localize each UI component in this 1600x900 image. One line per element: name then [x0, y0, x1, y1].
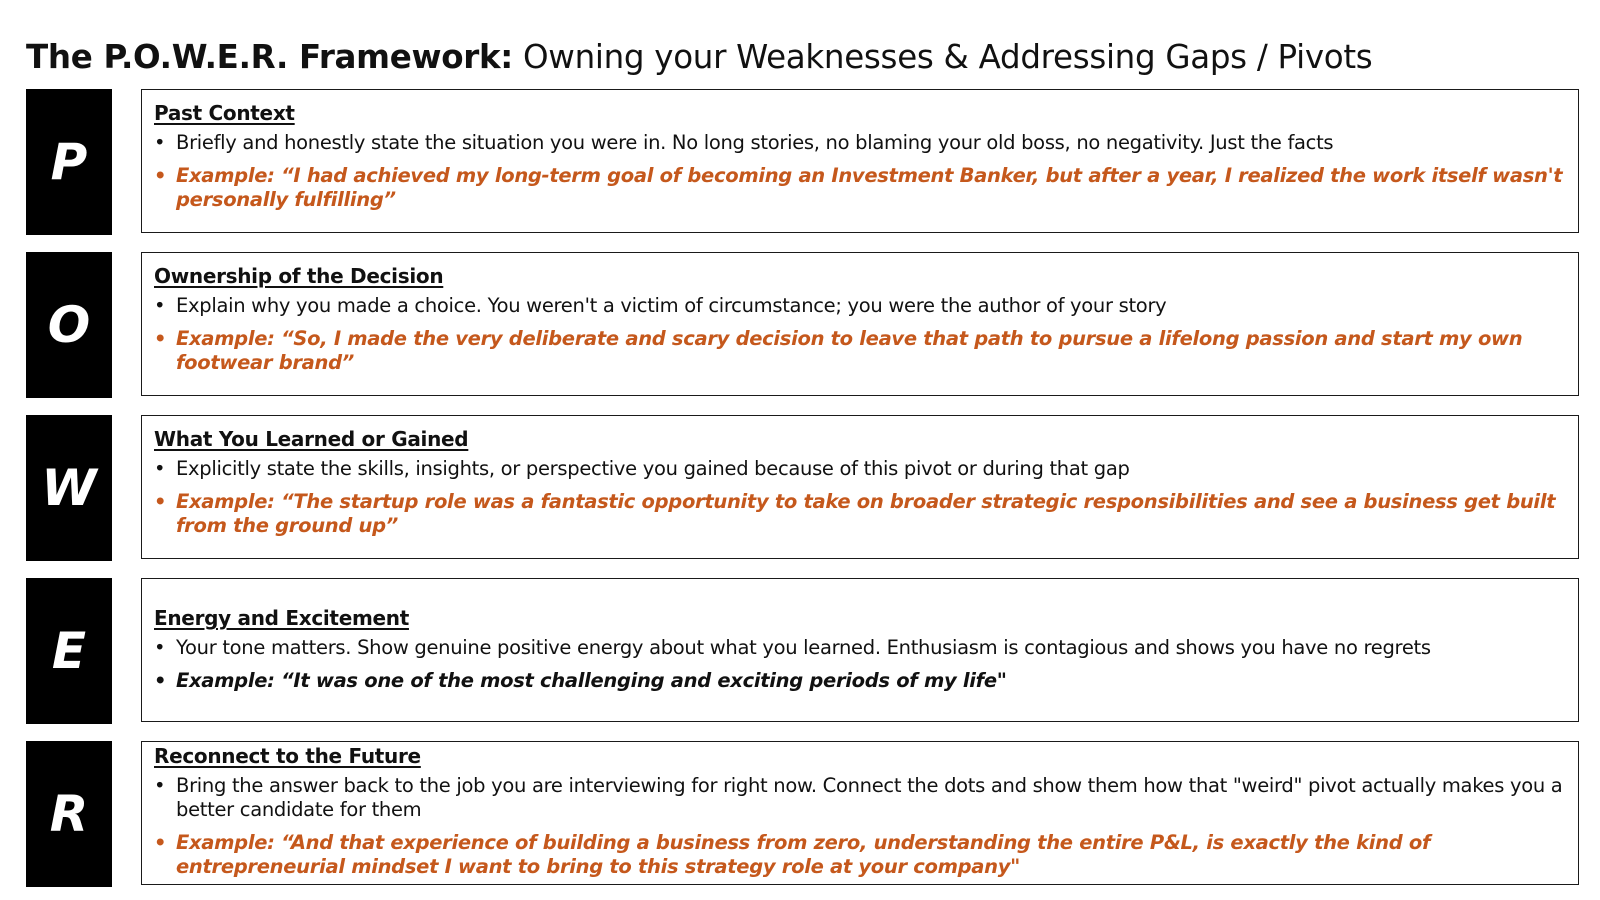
bullet-dot: • [154, 831, 167, 854]
letter-block-o [26, 252, 112, 398]
bullet-p [154, 131, 1566, 155]
example-text-p: Example: “I had achieved my long-term goal of becoming an Investment Banker, but after a year, I realized the work itself wasn't personally fulfilling” [176, 164, 1563, 211]
content-box-e [141, 578, 1579, 722]
letter-p: P [50, 133, 88, 191]
example-w [154, 490, 1566, 538]
power-row-e [26, 578, 1581, 724]
bullet-dot: • [154, 774, 166, 797]
bullet-dot: • [154, 457, 166, 480]
section-heading-w: What You Learned or Gained [154, 427, 469, 451]
letter-e: E [51, 622, 87, 680]
content-box-p [141, 89, 1579, 233]
bullet-dot: • [154, 636, 166, 659]
bullet-text-e: Your tone matters. Show genuine positive energy about what you learned. Enthusiasm is contagious and shows you have no regrets [176, 636, 1431, 659]
letter-r: R [49, 785, 89, 843]
bullet-dot: • [154, 669, 167, 692]
power-row-p [26, 89, 1581, 235]
example-r [154, 831, 1566, 879]
bullet-text-w: Explicitly state the skills, insights, or perspective you gained because of this pivot or during that gap [176, 457, 1130, 480]
bullet-text-o: Explain why you made a choice. You weren't a victim of circumstance; you were the author of your story [176, 294, 1167, 317]
content-box-r [141, 741, 1579, 885]
bullet-text-r: Bring the answer back to the job you are interviewing for right now. Connect the dots and show them how that "weird" pivot actually makes you a better candidate for them [176, 774, 1563, 821]
bullet-text-p: Briefly and honestly state the situation you were in. No long stories, no blaming your old boss, no negativity. Just the facts [176, 131, 1334, 154]
page-title-rest: Owning your Weaknesses & Addressing Gaps / Pivots [512, 38, 1373, 76]
content-box-w [141, 415, 1579, 559]
section-heading-o: Ownership of the Decision [154, 264, 444, 288]
power-row-r [26, 741, 1581, 887]
bullet-e [154, 636, 1566, 660]
page-title-lead: The P.O.W.E.R. Framework: [26, 38, 513, 76]
example-text-r: Example: “And that experience of building a business from zero, understanding the entire P&L, is exactly the kind of entrepreneurial mindset I want to bring to this strategy role at your company" [176, 831, 1431, 878]
section-heading-e: Energy and Excitement [154, 606, 409, 630]
power-row-w [26, 415, 1581, 561]
letter-block-p [26, 89, 112, 235]
example-text-w: Example: “The startup role was a fantastic opportunity to take on broader strategic responsibilities and see a business get built from the ground up” [176, 490, 1556, 537]
letter-w: W [41, 459, 97, 517]
bullet-r [154, 774, 1566, 822]
bullet-dot: • [154, 131, 166, 154]
letter-block-w [26, 415, 112, 561]
example-p [154, 164, 1566, 212]
example-text-e: Example: “It was one of the most challenging and exciting periods of my life" [176, 669, 1007, 692]
letter-o: O [47, 296, 91, 354]
example-o [154, 327, 1566, 375]
page-title [26, 34, 1372, 80]
bullet-dot: • [154, 164, 167, 187]
example-e [154, 669, 1566, 693]
power-row-o [26, 252, 1581, 398]
content-box-o [141, 252, 1579, 396]
bullet-dot: • [154, 490, 167, 513]
bullet-dot: • [154, 294, 166, 317]
letter-block-r [26, 741, 112, 887]
letter-block-e [26, 578, 112, 724]
section-heading-r: Reconnect to the Future [154, 744, 421, 768]
bullet-dot: • [154, 327, 167, 350]
example-text-o: Example: “So, I made the very deliberate and scary decision to leave that path to pursue a lifelong passion and start my own footwear brand” [176, 327, 1523, 374]
bullet-o [154, 294, 1566, 318]
section-heading-p: Past Context [154, 101, 295, 125]
bullet-w [154, 457, 1566, 481]
